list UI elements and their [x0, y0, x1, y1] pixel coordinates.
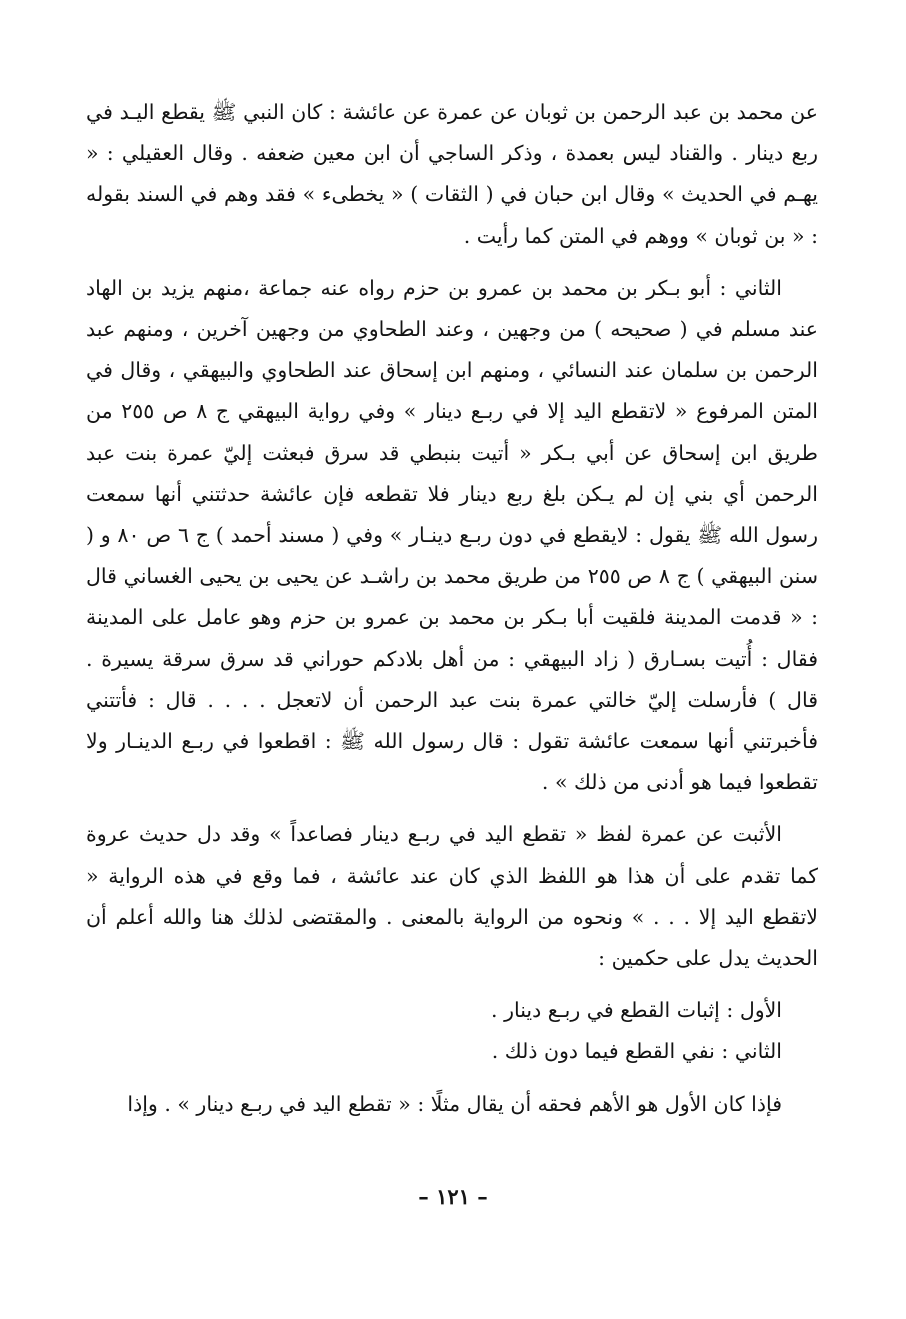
paragraph-1: عن محمد بن عبد الرحمن بن ثوبان عن عمرة عن عائشة : كان النبي ﷺ يقطع اليـد في ربع دينار . والقناد ليس بعمدة ، وذكر الساجي أن ابن معين ضعفه . وقال العقيلي : « يهـم في الحديث » وقال ابن حبان في ( الثقات ) « يخطىء » فقد وهم في السند بقوله : « بن ثوبان » ووهم في المتن كما رأيت .: [86, 100, 818, 248]
page-number: – ١٢١ –: [418, 1184, 488, 1209]
paragraph-final: فإذا كان الأول هو الأهم فحقه أن يقال مثلًا : « تقطع اليد في ربـع دينار » . وإذا: [127, 1091, 782, 1116]
list-item-second-ruling: الثاني : نفي القطع فيما دون ذلك .: [491, 1039, 782, 1064]
paragraph-2: الثاني : أبو بـكر بن محمد بن عمرو بن حزم رواه عنه جماعة ،منهم يزيد بن الهاد عند مسلم في ( صحيحه ) من وجهين ، وعند الطحاوي من وجهين آخرين ، ومنهم عبد الرحمن بن سلمان عند النسائي ، ومنهم ابن إسحاق عند الطحاوي والبيهقي ، وقال في المتن المرفوع « لاتقطع اليد إلا في ربـع دينار » وفي رواية البيهقي ج ٨ ص ٢٥٥ من طريق ابن إسحاق عن أبي بـكر « أتيت بنبطي قد سرق فبعثت إليّ عمرة بنت عبد الرحمن أي بني إن لم يـكن بلغ ربع دينار فلا تقطعه فإن عائشة حدثتني أنها سمعت رسول الله ﷺ يقول : لايقطع في دون ربـع دينـار » وفي ( مسند أحمد ) ج ٦ ص ٨٠ و ( سنن البيهقي ) ج ٨ ص ٢٥٥ من طريق محمد بن راشـد عن يحيى بن يحيى الغساني قال : « قدمت المدينة فلقيت أبا بـكر بن محمد بن عمرو بن حزم وهو عامل على المدينة فقال : أُتيت بسـارق ( زاد البيهقي : من أهل بلادكم حوراني قد سرق سرقة يسيرة . قال ) فأرسلت إليّ خالتي عمرة بنت عبد الرحمن أن لاتعجل . . . . قال : فأتتني فأخبرتني أنها سمعت عائشة تقول : قال رسول الله ﷺ : اقطعوا في ربـع الدينـار ولا تقطعوا فيما هو أدنى من ذلك » .: [86, 275, 818, 795]
list-item-first-ruling: الأول : إثبات القطع في ربـع دينار .: [491, 998, 782, 1023]
page-body: [86, 92, 818, 1125]
paragraph-3: الأثبت عن عمرة لفظ « تقطع اليد في ربـع دينار فصاعداً » وقد دل حديث عروة كما تقدم على أن هذا هو اللفظ الذي كان عند عائشة ، فما وقع في هذه الرواية « لاتقطع اليد إلا . . . » ونحوه من الرواية بالمعنى . والمقتضى لذلك هنا والله أعلم أن الحديث يدل على حكمين :: [86, 822, 818, 971]
